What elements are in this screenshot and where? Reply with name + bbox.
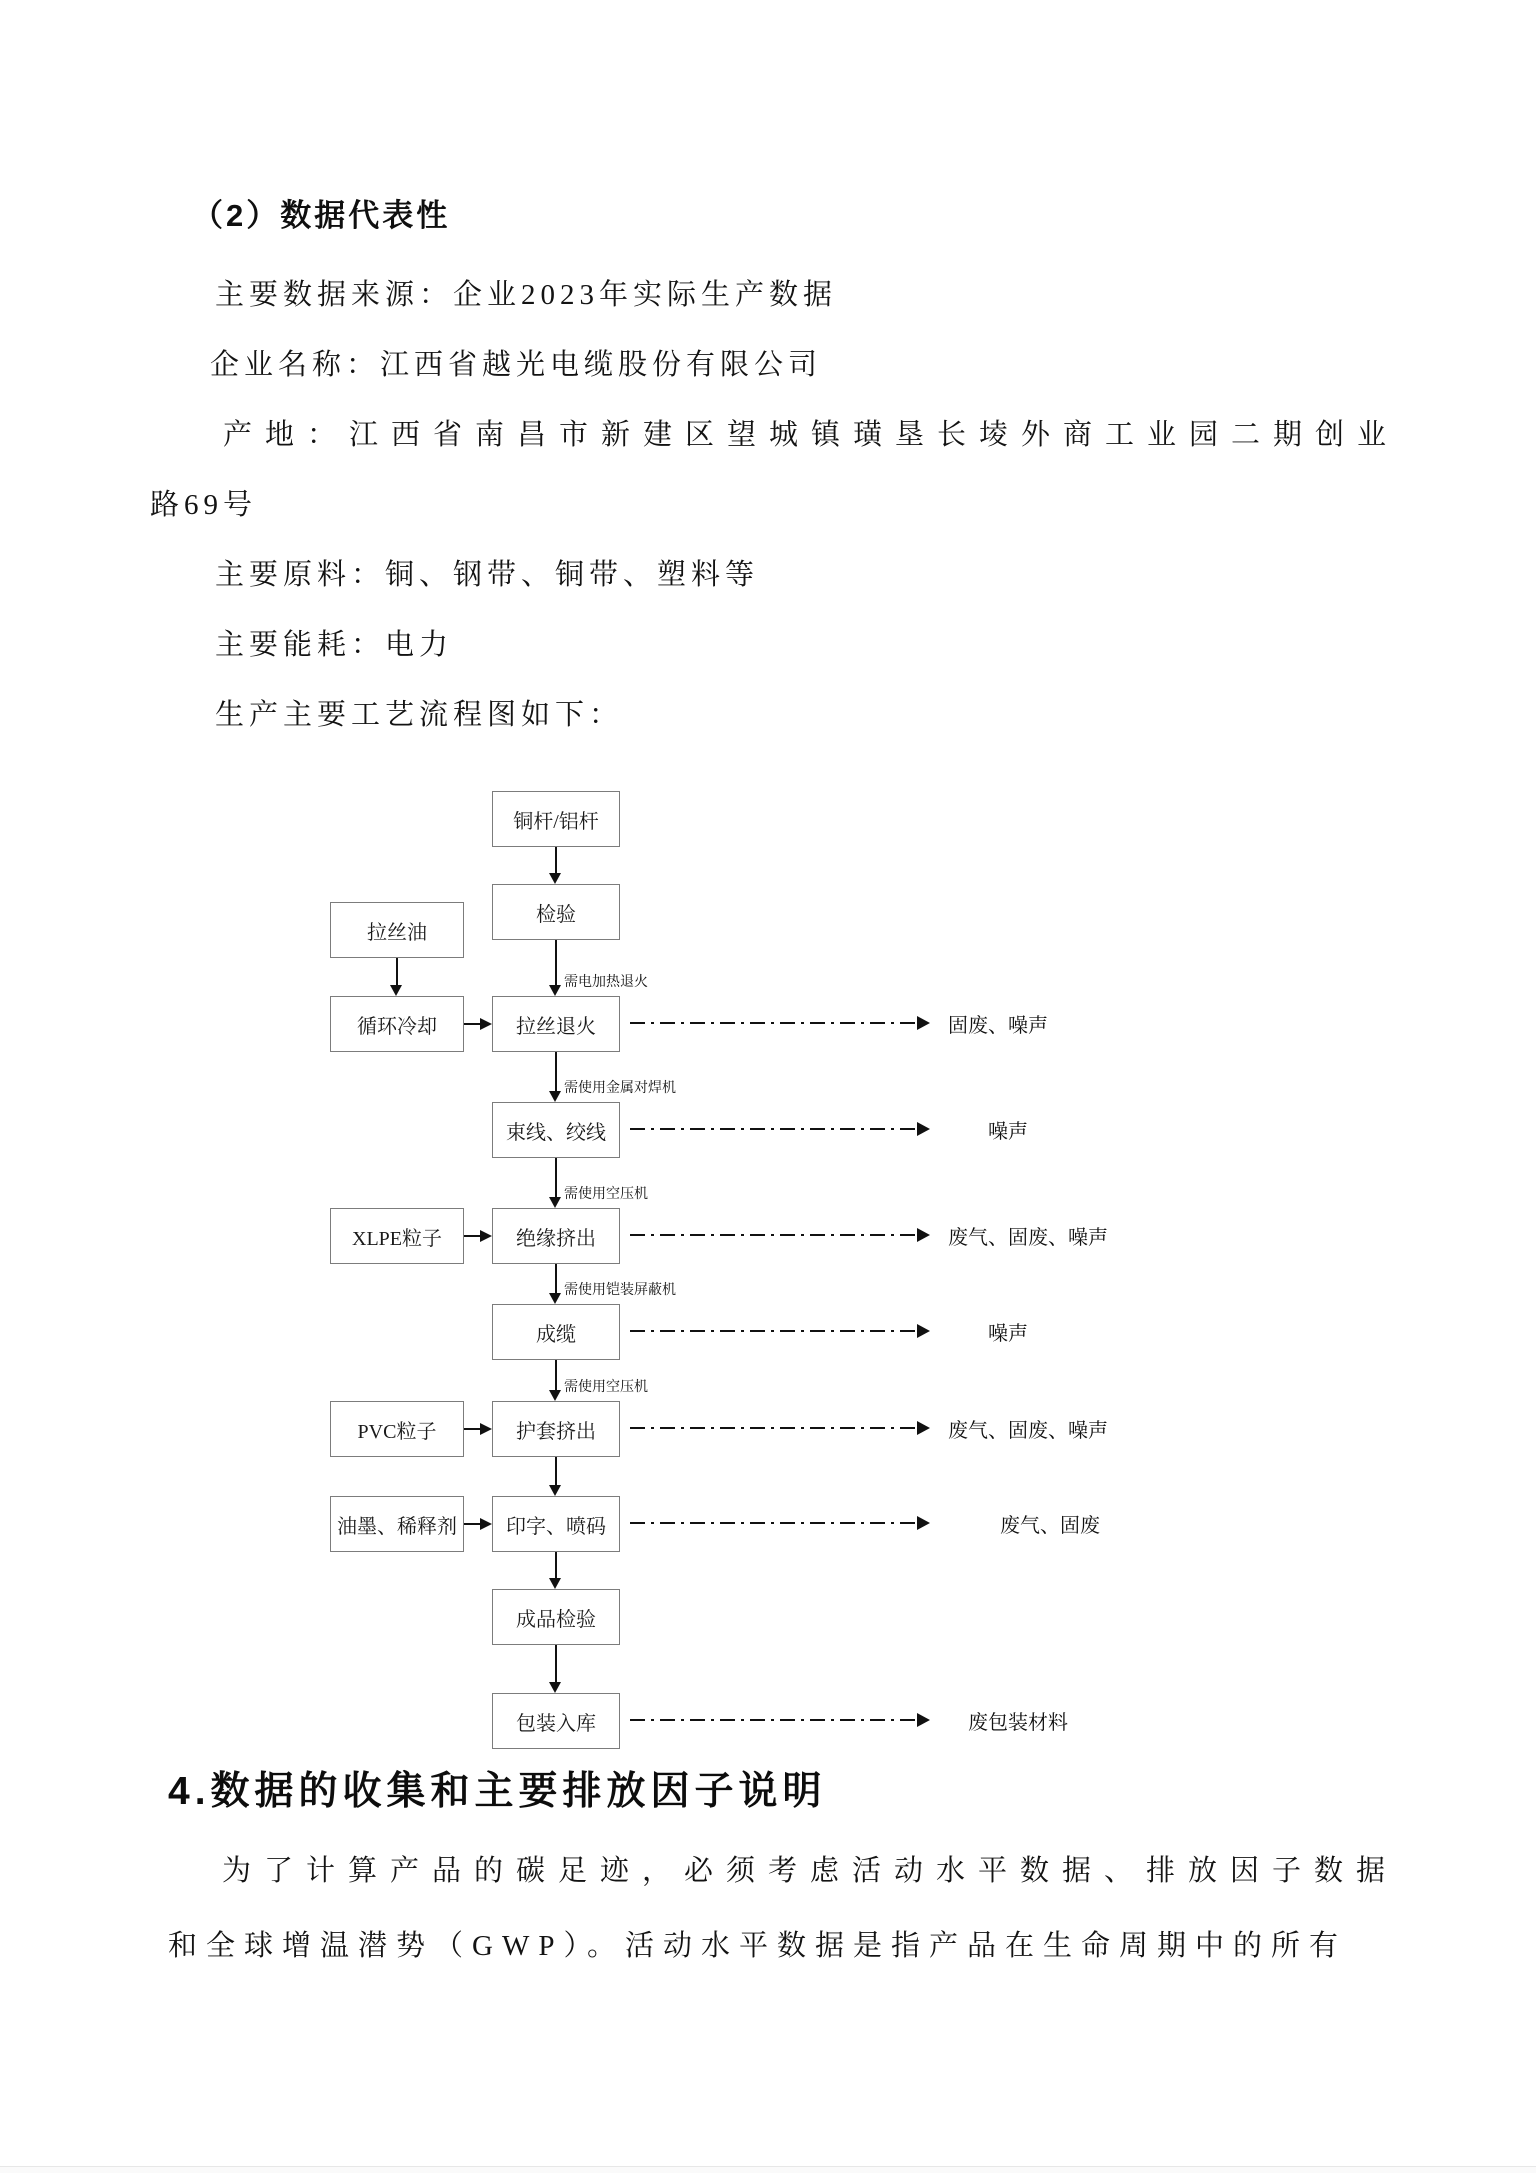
process-annotation: 需使用空压机 (564, 1380, 648, 1395)
process-annotation: 需使用金属对焊机 (564, 1081, 676, 1096)
body-line-raw-materials: 主要原料：铜、钢带、铜带、塑料等 (215, 559, 760, 591)
process-box: 拉丝退火 (492, 996, 620, 1052)
emission-label: 废气、固废、噪声 (948, 1227, 1108, 1249)
flow-arrow-line (555, 1360, 557, 1391)
flow-arrow-head (549, 1390, 561, 1401)
process-box: 包装入库 (492, 1693, 620, 1749)
input-box: 油墨、稀释剂 (330, 1496, 464, 1552)
emission-label: 噪声 (988, 1121, 1028, 1143)
emission-dashdot-line (630, 1522, 917, 1524)
flow-arrow-line (396, 958, 398, 986)
flow-arrow-head (390, 985, 402, 996)
flow-arrow-line (555, 1264, 557, 1294)
emission-dashdot-line (630, 1022, 917, 1024)
emission-label: 废气、固废、噪声 (948, 1420, 1108, 1442)
flow-arrow-line (555, 1052, 557, 1092)
process-annotation: 需使用空压机 (564, 1187, 648, 1202)
emission-arrow-head (917, 1516, 930, 1530)
process-box: 检验 (492, 884, 620, 940)
emission-label: 噪声 (988, 1323, 1028, 1345)
flow-arrow-head (549, 1091, 561, 1102)
body-line-data-source: 主要数据来源：企业2023年实际生产数据 (215, 279, 838, 311)
flow-arrow-line (555, 1158, 557, 1198)
process-annotation: 需电加热退火 (564, 975, 648, 990)
emission-dashdot-line (630, 1128, 917, 1130)
process-box: 铜杆/铝杆 (492, 791, 620, 847)
emission-label: 废包装材料 (968, 1712, 1068, 1734)
flow-arrow-head (549, 985, 561, 996)
process-box: 束线、绞线 (492, 1102, 620, 1158)
body-line-flowchart-intro: 生产主要工艺流程图如下： (215, 699, 624, 731)
flow-arrow-head (549, 1293, 561, 1304)
section-2-heading: （2）数据代表性 (192, 198, 451, 233)
flow-arrow-head (549, 1682, 561, 1693)
input-arrow-line (464, 1428, 480, 1430)
flow-arrow-head (549, 1485, 561, 1496)
flow-arrow-line (555, 1552, 557, 1579)
input-arrow-head (480, 1423, 492, 1435)
input-arrow-head (480, 1230, 492, 1242)
emission-arrow-head (917, 1421, 930, 1435)
input-arrow-line (464, 1523, 480, 1525)
input-arrow-line (464, 1023, 480, 1025)
body-line-company-name: 企业名称：江西省越光电缆股份有限公司 (210, 349, 823, 381)
section-4-heading: 4.数据的收集和主要排放因子说明 (168, 1770, 827, 1813)
flow-arrow-line (555, 940, 557, 986)
flow-arrow-line (555, 1645, 557, 1683)
input-box: XLPE粒子 (330, 1208, 464, 1264)
body-line-address-cont: 路69号 (150, 489, 258, 521)
body-line-address: 产地：江西省南昌市新建区望城镇璜垦长堎外商工业园二期创业 (223, 419, 1400, 451)
input-box: 拉丝油 (330, 902, 464, 958)
process-box: 护套挤出 (492, 1401, 620, 1457)
emission-arrow-head (917, 1122, 930, 1136)
input-arrow-head (480, 1018, 492, 1030)
emission-dashdot-line (630, 1427, 917, 1429)
process-box: 绝缘挤出 (492, 1208, 620, 1264)
emission-dashdot-line (630, 1234, 917, 1236)
emission-arrow-head (917, 1228, 930, 1242)
input-arrow-line (464, 1235, 480, 1237)
emission-dashdot-line (630, 1719, 917, 1721)
input-arrow-head (480, 1518, 492, 1530)
input-box: 循环冷却 (330, 996, 464, 1052)
process-box: 成品检验 (492, 1589, 620, 1645)
emission-arrow-head (917, 1324, 930, 1338)
next-page-edge (0, 2166, 1536, 2173)
body-line-energy: 主要能耗：电力 (215, 629, 454, 661)
emission-label: 固废、噪声 (948, 1015, 1048, 1037)
flow-arrow-line (555, 847, 557, 874)
paragraph-line: 和全球增温潜势（GWP）。活动水平数据是指产品在生命周期中的所有 (168, 1930, 1347, 1962)
flow-arrow-line (555, 1457, 557, 1486)
flow-arrow-head (549, 873, 561, 884)
emission-dashdot-line (630, 1330, 917, 1332)
process-annotation: 需使用铠装屏蔽机 (564, 1283, 676, 1298)
emission-label: 废气、固废 (1000, 1515, 1100, 1537)
process-box: 成缆 (492, 1304, 620, 1360)
input-box: PVC粒子 (330, 1401, 464, 1457)
flow-arrow-head (549, 1197, 561, 1208)
emission-arrow-head (917, 1713, 930, 1727)
emission-arrow-head (917, 1016, 930, 1030)
paragraph-line: 为了计算产品的碳足迹，必须考虑活动水平数据、排放因子数据 (222, 1855, 1399, 1887)
flow-arrow-head (549, 1578, 561, 1589)
process-box: 印字、喷码 (492, 1496, 620, 1552)
